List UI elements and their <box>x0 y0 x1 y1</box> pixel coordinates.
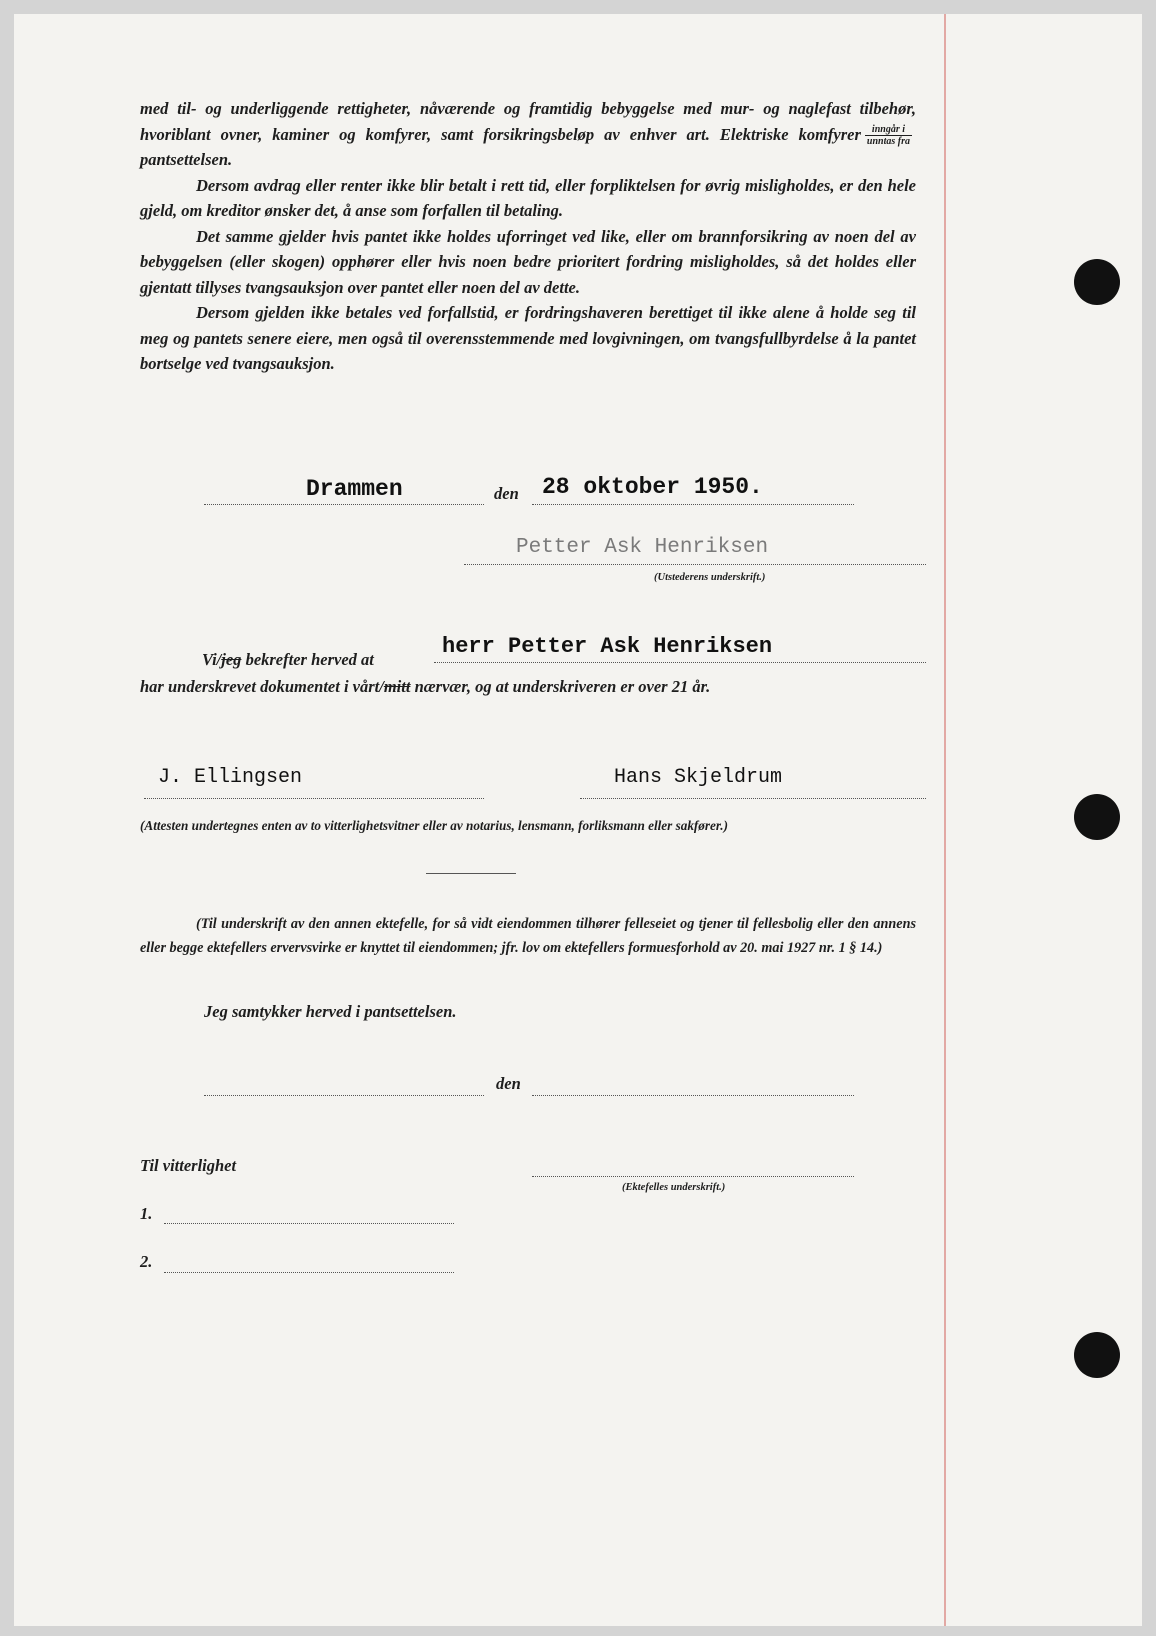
signing-place: Drammen <box>306 476 403 502</box>
punch-hole-bottom <box>1074 1332 1120 1378</box>
til-vitterlighet-label: Til vitterlighet <box>140 1156 237 1175</box>
date-line <box>532 504 854 505</box>
paragraph-4: Dersom gjelden ikke betales ved forfallstid, er fordringshaveren berettiget til ikke alene å holde seg til meg og pantets senere eiere, men også til overensstemmende med lovgivningen, om tvangsfullbyrdelse å la pantet bortselge ved tvangsauksjon. <box>140 303 916 374</box>
witness-1-line <box>144 798 484 799</box>
witness-line-2 <box>164 1272 454 1273</box>
confirm-text-2b: nærvær, og at underskriveren er over 21 år. <box>410 677 711 696</box>
consent-text: Jeg samtykker herved i pantsettelsen. <box>204 1002 457 1021</box>
confirm-line-2 <box>140 677 710 697</box>
issuer-signature-caption: (Utstederens underskrift.) <box>654 572 766 583</box>
legal-text-block <box>140 96 916 377</box>
place-line <box>204 504 484 505</box>
spouse-den-label: den <box>496 1074 521 1093</box>
signing-date: 28 oktober 1950. <box>542 474 763 500</box>
witness-line-1 <box>164 1223 454 1224</box>
issuer-signature-line <box>464 564 926 565</box>
paragraph-1-end: pantsettelsen. <box>140 150 233 170</box>
confirmed-person-line <box>434 662 926 663</box>
confirmed-person: herr Petter Ask Henriksen <box>442 634 773 659</box>
spouse-place-line <box>204 1095 484 1096</box>
spouse-note: (Til underskrift av den annen ektefelle, for så vidt eiendommen tilhører felleseiet og tjener til fellesbolig eller den annens eller begge ektefellers ervervsvirke er knyttet til eiendommen; jfr. lov om ektefellers formuesforhold av 20. mai 1927 nr. 1 § 14.) <box>140 916 916 956</box>
witness-line-1-label: 1. <box>140 1204 153 1223</box>
witness-line-2-label: 2. <box>140 1252 153 1271</box>
confirm-line-1 <box>202 650 374 670</box>
witness-note: (Attesten undertegnes enten av to vitterlighetsvitner eller av notarius, lensmann, forliksmann eller sakfører.) <box>140 818 728 833</box>
paragraph-1-text: med til- og underliggende rettigheter, nåværende og framtidig bebyggelse med mur- og naglefast tilbehør, hvoriblant ovner, kaminer og komfyrer, samt forsikringsbeløp av enhver art. Elektriske komfyrer <box>140 99 916 144</box>
issuer-signature: Petter Ask Henriksen <box>516 536 769 559</box>
paragraph-3: Det samme gjelder hvis pantet ikke holdes uforringet ved like, eller om brannforsikring av noen del av bebyggelsen (eller skogen) opphører eller hvis noen bedre prioritert fordring misligholdes, så det holdes eller gjentatt tillyses tvangsauksjon over pantet eller noen del av dette. <box>140 226 916 297</box>
margin-rule <box>944 14 946 1626</box>
confirm-text-1: bekrefter herved at <box>241 650 374 669</box>
paragraph-2: Dersom avdrag eller renter ikke blir betalt i rett tid, eller forpliktelsen for øvrig misligholdes, er den hele gjeld, om kreditor ønsker det, å anse som forfallen til betaling. <box>140 175 916 221</box>
witness-2-signature: Hans Skjeldrum <box>614 766 783 789</box>
paragraph-1 <box>140 96 916 173</box>
den-label: den <box>494 484 519 503</box>
jeg-struck: jeg <box>221 650 242 669</box>
fraction-choice <box>865 124 912 147</box>
section-separator <box>426 873 516 874</box>
mitt-struck: mitt <box>383 677 411 696</box>
fraction-bottom: unntas fra <box>866 136 910 148</box>
witness-1-signature: J. Ellingsen <box>158 766 303 789</box>
punch-hole-top <box>1074 259 1120 305</box>
vi-text: Vi/ <box>202 650 222 669</box>
spouse-signature-line <box>532 1176 854 1177</box>
spouse-signature-caption: (Ektefelles underskrift.) <box>622 1182 726 1193</box>
spouse-date-line <box>532 1095 854 1096</box>
punch-hole-middle <box>1074 794 1120 840</box>
document-page <box>14 14 1142 1626</box>
witness-2-line <box>580 798 926 799</box>
fraction-top: inngår i <box>865 124 912 136</box>
confirm-text-2a: har underskrevet dokumentet i vårt/ <box>140 677 384 696</box>
